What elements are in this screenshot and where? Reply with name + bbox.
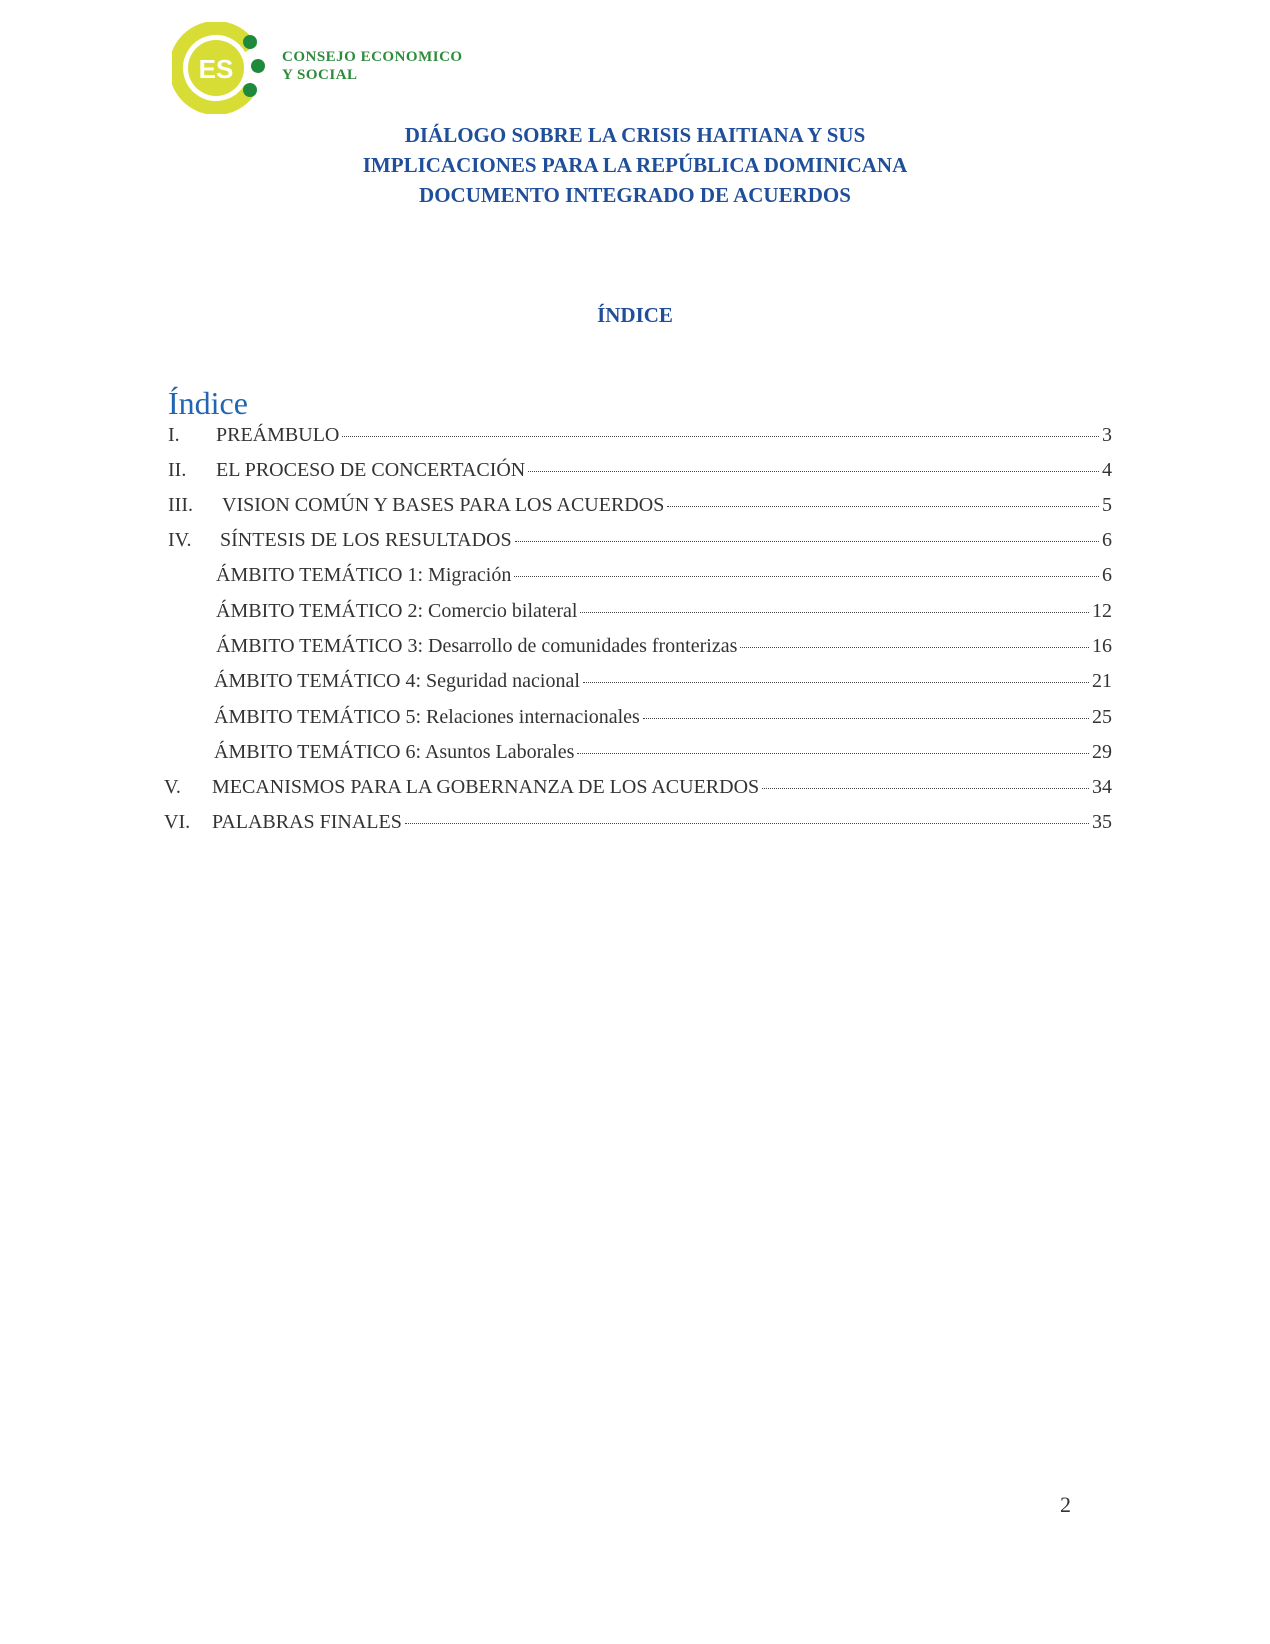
- toc-entry[interactable]: [214, 706, 1112, 736]
- toc-entry-label: ÁMBITO TEMÁTICO 4: Seguridad nacional: [214, 670, 580, 692]
- toc-entry-number: II.: [168, 459, 187, 481]
- toc-dot-leader: [583, 682, 1089, 683]
- toc-dot-leader: [342, 436, 1099, 437]
- toc-dot-leader: [405, 823, 1089, 824]
- toc-title: Índice: [168, 385, 248, 421]
- toc-entry[interactable]: [214, 741, 1112, 771]
- toc-entry[interactable]: [168, 459, 1112, 489]
- toc-entry[interactable]: [216, 635, 1112, 665]
- toc-entry[interactable]: [214, 670, 1112, 700]
- toc-entry-number: IV.: [168, 529, 192, 551]
- toc-entry-page: 21: [1092, 670, 1112, 692]
- toc-entry-number: VI.: [164, 811, 191, 833]
- toc-entry-label: ÁMBITO TEMÁTICO 1: Migración: [216, 564, 512, 586]
- toc-dot-leader: [762, 788, 1089, 789]
- logo-letters: ES: [198, 54, 234, 84]
- toc-entry-label: ÁMBITO TEMÁTICO 5: Relaciones internacionales: [214, 706, 640, 728]
- title-line-3: DOCUMENTO INTEGRADO DE ACUERDOS: [419, 183, 851, 207]
- toc-entry-label: PREÁMBULO: [216, 424, 340, 446]
- section-heading: ÍNDICE: [597, 303, 673, 327]
- ces-logo-mark: [172, 22, 282, 114]
- toc-entry[interactable]: [168, 424, 1112, 454]
- toc-entry-number: I.: [168, 424, 180, 446]
- toc-entry-page: 29: [1092, 741, 1112, 763]
- toc-entry[interactable]: [164, 776, 1112, 806]
- logo-org-line2: Y SOCIAL: [282, 67, 358, 83]
- toc-dot-leader: [643, 718, 1089, 719]
- toc-entry-page: 12: [1092, 600, 1112, 622]
- toc-entry-label: SÍNTESIS DE LOS RESULTADOS: [220, 529, 512, 551]
- toc-entry[interactable]: [168, 529, 1112, 559]
- document-title: [0, 120, 1270, 210]
- toc-entry-label: VISION COMÚN Y BASES PARA LOS ACUERDOS: [222, 494, 665, 516]
- toc-entry-page: 25: [1092, 706, 1112, 728]
- toc-entry-label: ÁMBITO TEMÁTICO 2: Comercio bilateral: [216, 600, 578, 622]
- toc-entry-page: 6: [1102, 564, 1112, 586]
- logo-org-line1: CONSEJO ECONOMICO: [282, 49, 463, 65]
- toc-entry-page: 5: [1102, 494, 1112, 516]
- logo-org-name: [282, 48, 463, 84]
- toc-entry-page: 4: [1102, 459, 1112, 481]
- title-line-1: DIÁLOGO SOBRE LA CRISIS HAITIANA Y SUS: [404, 123, 866, 147]
- toc-entry[interactable]: [216, 564, 1112, 594]
- toc-dot-leader: [515, 541, 1099, 542]
- toc-entry-number: III.: [168, 494, 193, 516]
- toc-entry-number: V.: [164, 776, 181, 798]
- page-number: 2: [1060, 1492, 1071, 1517]
- toc-entry-page: 35: [1092, 811, 1112, 833]
- toc-entry[interactable]: [216, 600, 1112, 630]
- toc-dot-leader: [528, 471, 1099, 472]
- ces-logo: [172, 22, 472, 114]
- toc-entry-page: 6: [1102, 529, 1112, 551]
- toc-dot-leader: [577, 753, 1089, 754]
- toc-entry-page: 16: [1092, 635, 1112, 657]
- toc-entry[interactable]: [168, 494, 1112, 524]
- toc-dot-leader: [580, 612, 1089, 613]
- toc-dot-leader: [667, 506, 1099, 507]
- toc-entry-label: MECANISMOS PARA LA GOBERNANZA DE LOS ACUERDOS: [212, 776, 760, 798]
- toc-entry-label: ÁMBITO TEMÁTICO 3: Desarrollo de comunidades fronterizas: [216, 635, 738, 657]
- toc-entry-page: 3: [1102, 424, 1112, 446]
- toc-dot-leader: [514, 576, 1099, 577]
- toc-entry-page: 34: [1092, 776, 1112, 798]
- title-line-2: IMPLICACIONES PARA LA REPÚBLICA DOMINICANA: [362, 153, 908, 177]
- toc-dot-leader: [740, 647, 1089, 648]
- toc-entry[interactable]: [164, 811, 1112, 841]
- toc-entry-label: ÁMBITO TEMÁTICO 6: Asuntos Laborales: [214, 741, 575, 763]
- toc-entry-label: EL PROCESO DE CONCERTACIÓN: [216, 459, 526, 481]
- toc-entry-label: PALABRAS FINALES: [212, 811, 402, 833]
